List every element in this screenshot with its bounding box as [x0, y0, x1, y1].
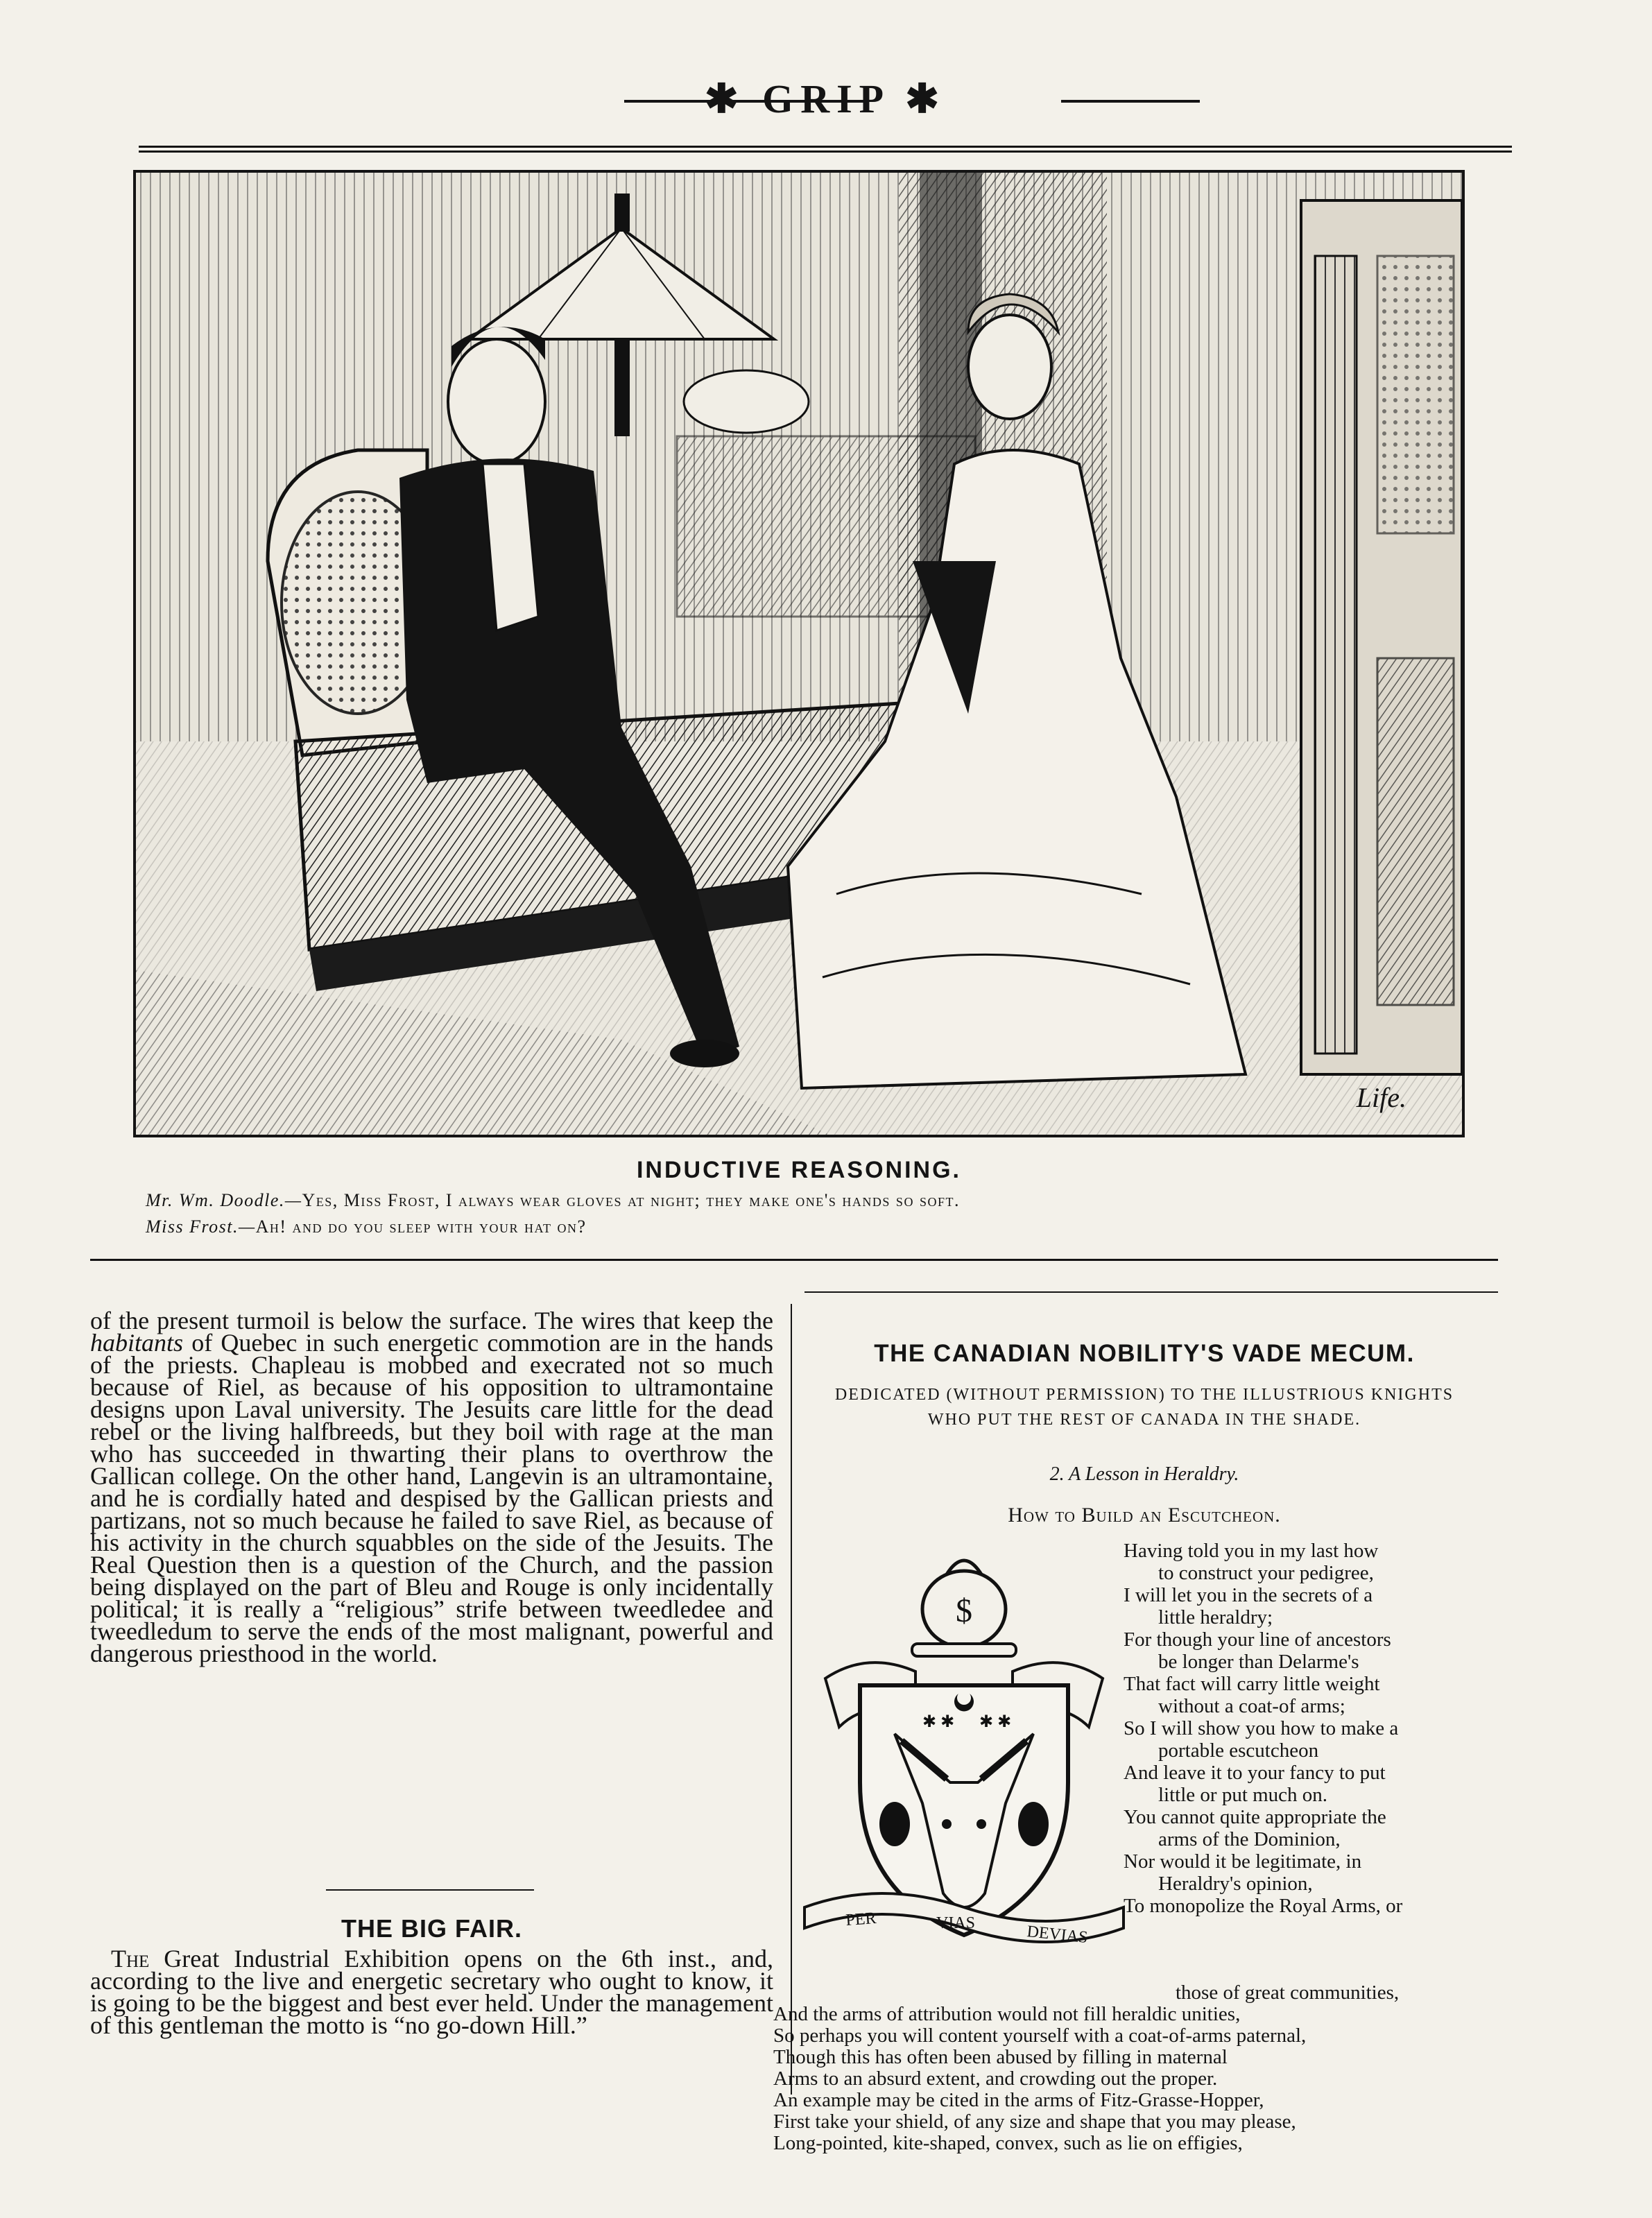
big-fair-heading: THE BIG FAIR.	[341, 1914, 522, 1943]
star-ornament-left: ✱	[704, 76, 746, 121]
poem-line: Having told you in my last how	[1124, 1540, 1379, 1562]
masthead-rule-bottom	[139, 151, 1512, 153]
lesson-subheading: 2. A Lesson in Heraldry.	[1049, 1463, 1239, 1485]
article-continuation	[90, 1309, 773, 1665]
caption-text: Ah! and do you sleep with your hat on?	[255, 1217, 587, 1237]
cartoon-caption-title: INDUCTIVE REASONING.	[636, 1157, 962, 1183]
right-column-rule	[805, 1291, 1498, 1293]
column-divider	[791, 1304, 792, 2095]
poem-line: arms of the Dominion,	[1158, 1828, 1341, 1850]
caption-line-doodle	[146, 1190, 1463, 1211]
motto-word-3: DEVIAS	[1026, 1923, 1089, 1948]
poem-line: And leave it to your fancy to put	[1124, 1762, 1386, 1784]
poem-line: little heraldry;	[1158, 1606, 1273, 1628]
coat-of-arms-illustration	[798, 1533, 1130, 1949]
artist-signature: Life.	[1356, 1082, 1406, 1113]
escutcheon-subheading: How to Build an Escutcheon.	[1008, 1504, 1281, 1527]
big-fair-article	[90, 1945, 773, 2039]
masthead-rule-top	[139, 146, 1512, 148]
poem-line: Though this has often been abused by filling in maternal	[773, 2046, 1228, 2068]
poem-line: To monopolize the Royal Arms, or	[1124, 1895, 1403, 1917]
motto-word-1: PER	[845, 1909, 877, 1929]
poem-line: Long-pointed, kite-shaped, convex, such as lie on effigies,	[773, 2132, 1243, 2154]
poem-line: And the arms of attribution would not fill heraldic unities,	[773, 2003, 1241, 2025]
poem-side-column	[1124, 1540, 1498, 1917]
cartoon-illustration	[133, 170, 1465, 1137]
poem-line: That fact will carry little weight	[1124, 1673, 1380, 1695]
caption-speaker: Miss Frost.—	[146, 1217, 256, 1237]
dedication-line-2: WHO PUT THE REST OF CANADA IN THE SHADE.	[927, 1411, 1361, 1429]
caption-line-frost	[146, 1217, 1463, 1237]
article-paragraph: of the present turmoil is below the surface. The wires that keep the habitants of Quebec in such energetic commotion are in the hands of the priests. Chapleau is mobbed and execrated not so much because of Riel, as because of his opposition to ultramontaine designs upon Laval university. The Jesuits care little for the dead rebel or the living halfbreeds, but they boil with rage at the man who has succeeded in thwarting their plans to overthrow the Gallican college. On the other hand, Langevin is an ultramontaine, and he is cordially hated and despised by the Gallican priests and partizans, not so much because he failed to save Riel, as because of his activity in the church squabbles on the side of the Jesuits. The Real Question then is a question of the Church, and the passion being displayed on the part of Bleu and Rouge is only incidentally political; it is really a “religious” strife between tweedledee and tweedledum to serve the ends of the most malignant, powerful and dangerous priesthood in the world.	[90, 1307, 773, 1667]
poem-line: So I will show you how to make a	[1124, 1717, 1399, 1739]
dedication-line-1: DEDICATED (WITHOUT PERMISSION) TO THE ILLUSTRIOUS KNIGHTS	[834, 1386, 1454, 1404]
short-divider-rule	[326, 1889, 534, 1891]
svg-text:✱ ✱: ✱ ✱	[979, 1713, 1012, 1731]
poem-full-width	[773, 1982, 1502, 2154]
poem-line: An example may be cited in the arms of Fitz-Grasse-Hopper,	[773, 2089, 1264, 2111]
poem-line: I will let you in the secrets of a	[1124, 1584, 1373, 1606]
svg-text:✱ ✱: ✱ ✱	[922, 1713, 955, 1731]
poem-line: First take your shield, of any size and shape that you may please,	[773, 2110, 1296, 2133]
cartoon-drawing	[136, 173, 1462, 1135]
poem-line: to construct your pedigree,	[1158, 1562, 1374, 1584]
poem-line: Arms to an absurd extent, and crowding out the proper.	[773, 2067, 1218, 2090]
masthead	[139, 69, 1512, 153]
caption-text: Yes, Miss Frost, I always wear gloves at night; they make one's hands so soft.	[302, 1190, 960, 1210]
poem-line: little or put much on.	[1158, 1784, 1328, 1806]
svg-text:$: $	[956, 1592, 972, 1629]
poem-line: be longer than Delarme's	[1158, 1651, 1359, 1673]
vade-mecum-heading: THE CANADIAN NOBILITY'S VADE MECUM.	[874, 1340, 1415, 1367]
section-rule	[90, 1259, 1498, 1261]
star-ornament-right: ✱	[905, 76, 947, 121]
poem-line: without a coat-of arms;	[1158, 1695, 1345, 1717]
poem-line: Nor would it be legitimate, in	[1124, 1850, 1362, 1873]
caption-speaker: Mr. Wm. Doodle.—	[146, 1190, 302, 1210]
shield-icon	[798, 1533, 1130, 1949]
poem-line: Heraldry's opinion,	[1158, 1873, 1313, 1895]
poem-line: those of great communities,	[1176, 1981, 1400, 2004]
motto-word-2: VIAS	[936, 1914, 976, 1932]
poem-line: So perhaps you will content yourself with a coat-of-arms paternal,	[773, 2024, 1307, 2047]
big-fair-paragraph: The Great Industrial Exhibition opens on the 6th inst., and, according to the live and energetic secretary who ought to know, it is going to be the biggest and best ever held. Under the management of this gentleman the motto is “no go-down Hill.”	[90, 1945, 773, 2039]
masthead-title: ✱ GRIP ✱	[704, 76, 947, 121]
poem-line: portable escutcheon	[1158, 1739, 1319, 1762]
poem-line: You cannot quite appropriate the	[1124, 1806, 1386, 1828]
poem-line: For though your line of ancestors	[1124, 1628, 1391, 1651]
